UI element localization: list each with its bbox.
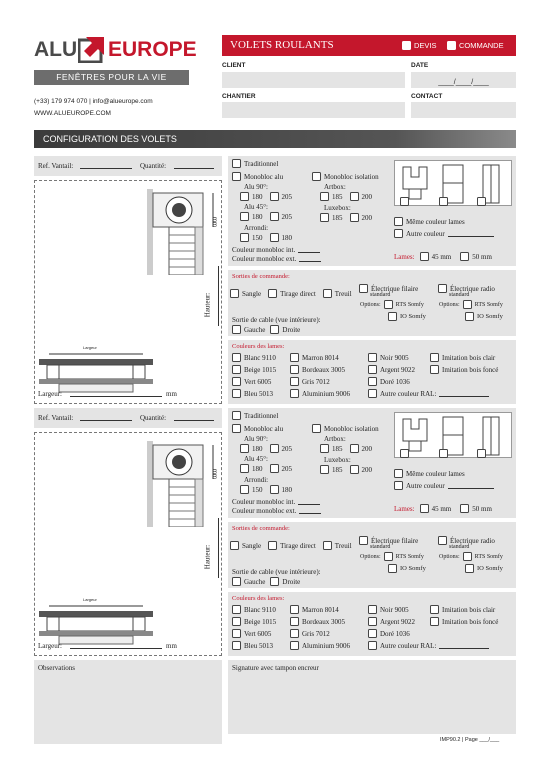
color-checkbox[interactable] [430, 353, 439, 362]
droite-label: Droite [282, 577, 301, 586]
artbox-label: Artbox: [324, 435, 346, 443]
color-label: Beige 1015 [244, 617, 277, 626]
arrondi-180-label: 180 [281, 233, 292, 242]
alu45-205-checkbox[interactable] [270, 464, 279, 473]
alu45-180-label: 180 [252, 212, 263, 221]
droite-label: Droite [282, 325, 301, 334]
color-checkbox[interactable] [430, 605, 439, 614]
monobloc-alu-checkbox[interactable] [232, 424, 241, 433]
coul-ext-label: Couleur monobloc ext. [232, 255, 297, 263]
color-checkbox[interactable] [430, 365, 439, 374]
artbox-200-label: 200 [361, 192, 372, 201]
arrondi-180-checkbox[interactable] [270, 233, 279, 242]
meme-couleur-label: Même couleur lames [406, 469, 465, 478]
lames-45-label: 45 mm [431, 252, 452, 261]
ral-field[interactable] [439, 643, 489, 649]
profile-2-checkbox[interactable] [439, 449, 448, 458]
section-drawing [147, 189, 219, 275]
alu90-180-label: 180 [252, 192, 263, 201]
luxebox-200-label: 200 [361, 213, 372, 222]
type-panel [228, 156, 516, 266]
color-checkbox[interactable] [232, 617, 241, 626]
block-1 [34, 156, 516, 404]
color-label: Bordeaux 3005 [302, 617, 345, 626]
elec-radio-options: Options: [439, 301, 460, 308]
cable-label: Sortie de cable (vue intérieure): [232, 568, 321, 576]
largeur-field[interactable] [70, 389, 162, 397]
gauche-checkbox[interactable] [232, 325, 241, 334]
largeur-mm: mm [166, 390, 177, 398]
lames-50-checkbox[interactable] [460, 252, 469, 261]
elec-filaire-label: Électrique filaire [371, 536, 419, 545]
largeur-label: Largeur: [38, 390, 62, 398]
elec-filaire-standard: standard [370, 292, 391, 298]
ref-label: Ref. Vantail: [38, 414, 74, 422]
signature-box[interactable] [228, 660, 516, 734]
color-label: Marron 8014 [302, 353, 339, 362]
coul-ext-field[interactable] [299, 508, 321, 514]
profile-2-checkbox[interactable] [439, 197, 448, 206]
luxebox-185-label: 185 [332, 213, 343, 222]
color-label: Noir 9005 [380, 605, 409, 614]
sangle-checkbox[interactable] [230, 289, 239, 298]
meme-couleur-label: Même couleur lames [406, 217, 465, 226]
ref-bar [34, 156, 222, 176]
coul-ext-field[interactable] [299, 256, 321, 262]
color-label: Imitation bois clair [442, 353, 496, 362]
color-label: Argent 9022 [380, 617, 416, 626]
color-label: Vert 6005 [244, 377, 272, 386]
arrondi-180-checkbox[interactable] [270, 485, 279, 494]
coul-ext-label: Couleur monobloc ext. [232, 507, 297, 515]
sangle-label: Sangle [242, 541, 262, 550]
radio-io-label: IO Somfy [477, 565, 503, 572]
artbox-185-label: 185 [332, 444, 343, 453]
sangle-checkbox[interactable] [230, 541, 239, 550]
autre-couleur-field[interactable] [448, 231, 494, 237]
color-checkbox[interactable] [290, 353, 299, 362]
hauteur-field[interactable] [218, 266, 219, 326]
signature-label: Signature avec tampon encreur [232, 664, 319, 672]
lames-label: Lames: [394, 504, 415, 513]
alu45-label: Alu 45°: [244, 203, 268, 211]
alu90-label: Alu 90°: [244, 435, 268, 443]
color-label: Blanc 9110 [244, 605, 276, 614]
radio-io-label: IO Somfy [477, 313, 503, 320]
color-checkbox[interactable] [232, 377, 241, 386]
arrondi-150-checkbox[interactable] [240, 233, 249, 242]
ref-field[interactable] [80, 413, 132, 421]
radio-rts-label: RTS Somfy [474, 301, 503, 308]
color-checkbox[interactable] [232, 641, 241, 650]
largeur-mm: mm [166, 642, 177, 650]
monobloc-iso-label: Monobloc isolation [324, 172, 379, 181]
radio-rts-label: RTS Somfy [474, 553, 503, 560]
color-checkbox[interactable] [290, 617, 299, 626]
traditionnel-label: Traditionnel [244, 411, 279, 420]
couleurs-panel [228, 340, 516, 404]
color-checkbox[interactable] [368, 353, 377, 362]
commande-checkbox[interactable] [447, 41, 456, 50]
couleurs-label: Couleurs des lames: [232, 595, 285, 602]
client-field[interactable] [222, 72, 405, 88]
elec-filaire-options: Options: [360, 553, 381, 560]
couleurs-panel [228, 592, 516, 656]
alu90-label: Alu 90°: [244, 183, 268, 191]
profile-3-checkbox[interactable] [477, 449, 486, 458]
color-label: Imitation bois clair [442, 605, 496, 614]
chantier-field[interactable] [222, 102, 405, 118]
logo-alu: ALU [34, 38, 78, 61]
ral-field[interactable] [439, 391, 489, 397]
monobloc-alu-label: Monobloc alu [244, 424, 284, 433]
observations-label: Observations [38, 664, 75, 672]
color-label: Noir 9005 [380, 353, 409, 362]
color-checkbox[interactable] [368, 605, 377, 614]
gauche-label: Gauche [244, 325, 266, 334]
alu90-205-label: 205 [281, 444, 292, 453]
hauteur-field[interactable] [218, 518, 219, 578]
elec-filaire-checkbox[interactable] [359, 536, 368, 545]
color-label: Blanc 9110 [244, 353, 276, 362]
mm-label-v: mm [211, 469, 217, 479]
alu90-205-checkbox[interactable] [270, 444, 279, 453]
color-label: Imitation bois foncé [442, 365, 499, 374]
coul-int-label: Couleur monobloc int. [232, 498, 296, 506]
lames-45-checkbox[interactable] [420, 252, 429, 261]
color-checkbox[interactable] [368, 365, 377, 374]
color-checkbox[interactable] [368, 641, 377, 650]
largeur-small: Largeur [83, 345, 97, 350]
monobloc-iso-checkbox[interactable] [312, 172, 321, 181]
autre-couleur-label: Autre couleur [406, 481, 445, 490]
filaire-rts-label: RTS Somfy [395, 553, 424, 560]
filaire-rts-checkbox[interactable] [384, 552, 393, 561]
elec-radio-standard: standard [449, 292, 470, 298]
color-label: Aluminium 9006 [302, 641, 351, 650]
observations-box[interactable] [34, 660, 222, 744]
coul-int-label: Couleur monobloc int. [232, 246, 296, 254]
gauche-label: Gauche [244, 577, 266, 586]
alu90-205-label: 205 [281, 192, 292, 201]
artbox-185-checkbox[interactable] [320, 444, 329, 453]
droite-checkbox[interactable] [270, 325, 279, 334]
contact-field[interactable] [411, 102, 516, 118]
largeur-row [38, 642, 218, 652]
luxebox-label: Luxebox: [324, 204, 351, 212]
color-label: Aluminium 9006 [302, 389, 351, 398]
color-label: Doré 1036 [380, 377, 410, 386]
autre-couleur-checkbox[interactable] [394, 229, 403, 238]
radio-io-checkbox[interactable] [465, 312, 474, 321]
traditionnel-checkbox[interactable] [232, 159, 241, 168]
arrondi-180-label: 180 [281, 485, 292, 494]
drawing-area [34, 432, 222, 656]
contact-label: CONTACT [411, 93, 443, 100]
alu45-label: Alu 45°: [244, 455, 268, 463]
chantier-label: CHANTIER [222, 93, 256, 100]
section-drawing [147, 441, 219, 527]
color-checkbox[interactable] [290, 365, 299, 374]
color-label: Bleu 5013 [244, 389, 273, 398]
monobloc-iso-checkbox[interactable] [312, 424, 321, 433]
color-checkbox[interactable] [290, 605, 299, 614]
tirage-checkbox[interactable] [268, 541, 277, 550]
arrondi-150-label: 150 [252, 233, 263, 242]
sangle-label: Sangle [242, 289, 262, 298]
filaire-io-checkbox[interactable] [388, 564, 397, 573]
treuil-label: Treuil [334, 289, 352, 298]
artbox-200-checkbox[interactable] [350, 192, 359, 201]
traditionnel-label: Traditionnel [244, 159, 279, 168]
profile-images [394, 160, 512, 206]
couleurs-label: Couleurs des lames: [232, 343, 285, 350]
quantite-field[interactable] [174, 413, 214, 421]
sorties-label: Sorties de commande: [232, 525, 290, 532]
color-checkbox[interactable] [232, 365, 241, 374]
monobloc-iso-label: Monobloc isolation [324, 424, 379, 433]
luxebox-200-checkbox[interactable] [350, 465, 359, 474]
alu90-205-checkbox[interactable] [270, 192, 279, 201]
luxebox-label: Luxebox: [324, 456, 351, 464]
color-grid [232, 605, 514, 655]
filaire-io-label: IO Somfy [400, 313, 426, 320]
alu45-180-checkbox[interactable] [240, 464, 249, 473]
quantite-label: Quantité: [140, 162, 167, 170]
color-checkbox[interactable] [232, 605, 241, 614]
color-label: Bordeaux 3005 [302, 365, 345, 374]
commande-label: COMMANDE [459, 41, 504, 50]
artbox-label: Artbox: [324, 183, 346, 191]
color-label: Gris 7012 [302, 377, 330, 386]
meme-couleur-checkbox[interactable] [394, 217, 403, 226]
filaire-io-label: IO Somfy [400, 565, 426, 572]
largeur-label: Largeur: [38, 642, 62, 650]
profile-1-checkbox[interactable] [400, 449, 409, 458]
quantite-field[interactable] [174, 161, 214, 169]
filaire-io-checkbox[interactable] [388, 312, 397, 321]
color-label: Imitation bois foncé [442, 617, 499, 626]
drawing-area [34, 180, 222, 404]
elec-filaire-standard: standard [370, 544, 391, 550]
artbox-200-checkbox[interactable] [350, 444, 359, 453]
lames-50-checkbox[interactable] [460, 504, 469, 513]
tirage-label: Tirage direct [280, 289, 316, 298]
color-grid [232, 353, 514, 403]
lames-label: Lames: [394, 252, 415, 261]
color-checkbox[interactable] [232, 629, 241, 638]
page-title: VOLETS ROULANTS [230, 39, 334, 51]
elec-filaire-label: Électrique filaire [371, 284, 419, 293]
filaire-rts-checkbox[interactable] [384, 300, 393, 309]
website: WWW.ALUEUROPE.COM [34, 110, 111, 117]
coul-int-field[interactable] [298, 499, 320, 505]
radio-io-checkbox[interactable] [465, 564, 474, 573]
ref-field[interactable] [80, 161, 132, 169]
devis-checkbox[interactable] [402, 41, 411, 50]
color-label: Bleu 5013 [244, 641, 273, 650]
treuil-checkbox[interactable] [323, 289, 332, 298]
date-label: DATE [411, 62, 429, 69]
luxebox-185-checkbox[interactable] [320, 465, 329, 474]
color-checkbox[interactable] [232, 353, 241, 362]
elec-radio-standard: standard [449, 544, 470, 550]
radio-rts-checkbox[interactable] [463, 552, 472, 561]
droite-checkbox[interactable] [270, 577, 279, 586]
largeur-row [38, 390, 218, 400]
profile-images [394, 412, 512, 458]
artbox-185-checkbox[interactable] [320, 192, 329, 201]
elec-radio-checkbox[interactable] [438, 536, 447, 545]
logo [34, 36, 197, 64]
client-label: CLIENT [222, 62, 246, 69]
color-label: Doré 1036 [380, 629, 410, 638]
lames-50-label: 50 mm [472, 252, 492, 261]
logo-mark-icon [78, 37, 104, 63]
arrondi-150-label: 150 [252, 485, 263, 494]
filaire-rts-label: RTS Somfy [395, 301, 424, 308]
autre-couleur-label: Autre couleur [406, 229, 445, 238]
elec-radio-checkbox[interactable] [438, 284, 447, 293]
hauteur-label: Hauteur: [203, 292, 212, 318]
color-label: Marron 8014 [302, 605, 339, 614]
alu90-180-checkbox[interactable] [240, 444, 249, 453]
luxebox-200-checkbox[interactable] [350, 213, 359, 222]
artbox-185-label: 185 [332, 192, 343, 201]
devis-label: DEVIS [414, 41, 437, 50]
color-checkbox[interactable] [368, 617, 377, 626]
sorties-panel [228, 522, 516, 588]
config-bar [34, 130, 516, 148]
color-label: Vert 6005 [244, 629, 272, 638]
sorties-panel [228, 270, 516, 336]
color-checkbox[interactable] [368, 377, 377, 386]
tirage-label: Tirage direct [280, 541, 316, 550]
color-label: Argent 9022 [380, 365, 416, 374]
monobloc-alu-label: Monobloc alu [244, 172, 284, 181]
elec-filaire-checkbox[interactable] [359, 284, 368, 293]
date-field[interactable]: ____/____/____ [411, 72, 516, 88]
lames-50-label: 50 mm [472, 504, 492, 513]
tagline: FENÊTRES POUR LA VIE [34, 70, 189, 85]
arrondi-label: Arrondi: [244, 224, 269, 232]
type-panel [228, 408, 516, 518]
color-checkbox[interactable] [232, 389, 241, 398]
profile-1-checkbox[interactable] [400, 197, 409, 206]
traditionnel-checkbox[interactable] [232, 411, 241, 420]
color-checkbox[interactable] [290, 641, 299, 650]
color-label: Gris 7012 [302, 629, 330, 638]
elec-filaire-options: Options: [360, 301, 381, 308]
elec-radio-label: Électrique radio [450, 536, 495, 545]
autre-couleur-field[interactable] [448, 483, 494, 489]
coul-int-field[interactable] [298, 247, 320, 253]
alu45-205-label: 205 [281, 464, 292, 473]
gauche-checkbox[interactable] [232, 577, 241, 586]
treuil-label: Treuil [334, 541, 352, 550]
elec-radio-label: Électrique radio [450, 284, 495, 293]
color-label: Beige 1015 [244, 365, 277, 374]
contact-line: (+33) 179 974 070 | info@alueurope.com [34, 98, 153, 105]
artbox-200-label: 200 [361, 444, 372, 453]
color-checkbox[interactable] [368, 629, 377, 638]
color-checkbox[interactable] [430, 617, 439, 626]
alu45-205-label: 205 [281, 212, 292, 221]
alu90-180-label: 180 [252, 444, 263, 453]
color-label: Autre couleur RAL: [380, 389, 437, 398]
quantite-label: Quantité: [140, 414, 167, 422]
sorties-label: Sorties de commande: [232, 273, 290, 280]
arrondi-150-checkbox[interactable] [240, 485, 249, 494]
alu45-180-label: 180 [252, 464, 263, 473]
radio-rts-checkbox[interactable] [463, 300, 472, 309]
logo-europe: EUROPE [108, 38, 197, 61]
alu90-180-checkbox[interactable] [240, 192, 249, 201]
color-checkbox[interactable] [368, 389, 377, 398]
alu45-205-checkbox[interactable] [270, 212, 279, 221]
treuil-checkbox[interactable] [323, 541, 332, 550]
largeur-field[interactable] [70, 641, 162, 649]
autre-couleur-checkbox[interactable] [394, 481, 403, 490]
meme-couleur-checkbox[interactable] [394, 469, 403, 478]
color-checkbox[interactable] [290, 377, 299, 386]
title-bar [222, 35, 516, 56]
lames-45-checkbox[interactable] [420, 504, 429, 513]
cable-label: Sortie de cable (vue intérieure): [232, 316, 321, 324]
config-title: CONFIGURATION DES VOLETS [43, 134, 177, 144]
monobloc-alu-checkbox[interactable] [232, 172, 241, 181]
ref-label: Ref. Vantail: [38, 162, 74, 170]
mm-label-v: mm [211, 217, 217, 227]
color-checkbox[interactable] [290, 389, 299, 398]
color-label: Autre couleur RAL: [380, 641, 437, 650]
arrondi-label: Arrondi: [244, 476, 269, 484]
tirage-checkbox[interactable] [268, 289, 277, 298]
luxebox-185-checkbox[interactable] [320, 213, 329, 222]
profile-3-checkbox[interactable] [477, 197, 486, 206]
alu45-180-checkbox[interactable] [240, 212, 249, 221]
ref-bar [34, 408, 222, 428]
luxebox-200-label: 200 [361, 465, 372, 474]
hauteur-label: Hauteur: [203, 544, 212, 570]
color-checkbox[interactable] [290, 629, 299, 638]
lames-45-label: 45 mm [431, 504, 452, 513]
footer-ref: IMP90.2 | Page ___/___ [440, 737, 500, 743]
block-2 [34, 408, 516, 656]
largeur-small: Largeur [83, 597, 97, 602]
luxebox-185-label: 185 [332, 465, 343, 474]
elec-radio-options: Options: [439, 553, 460, 560]
